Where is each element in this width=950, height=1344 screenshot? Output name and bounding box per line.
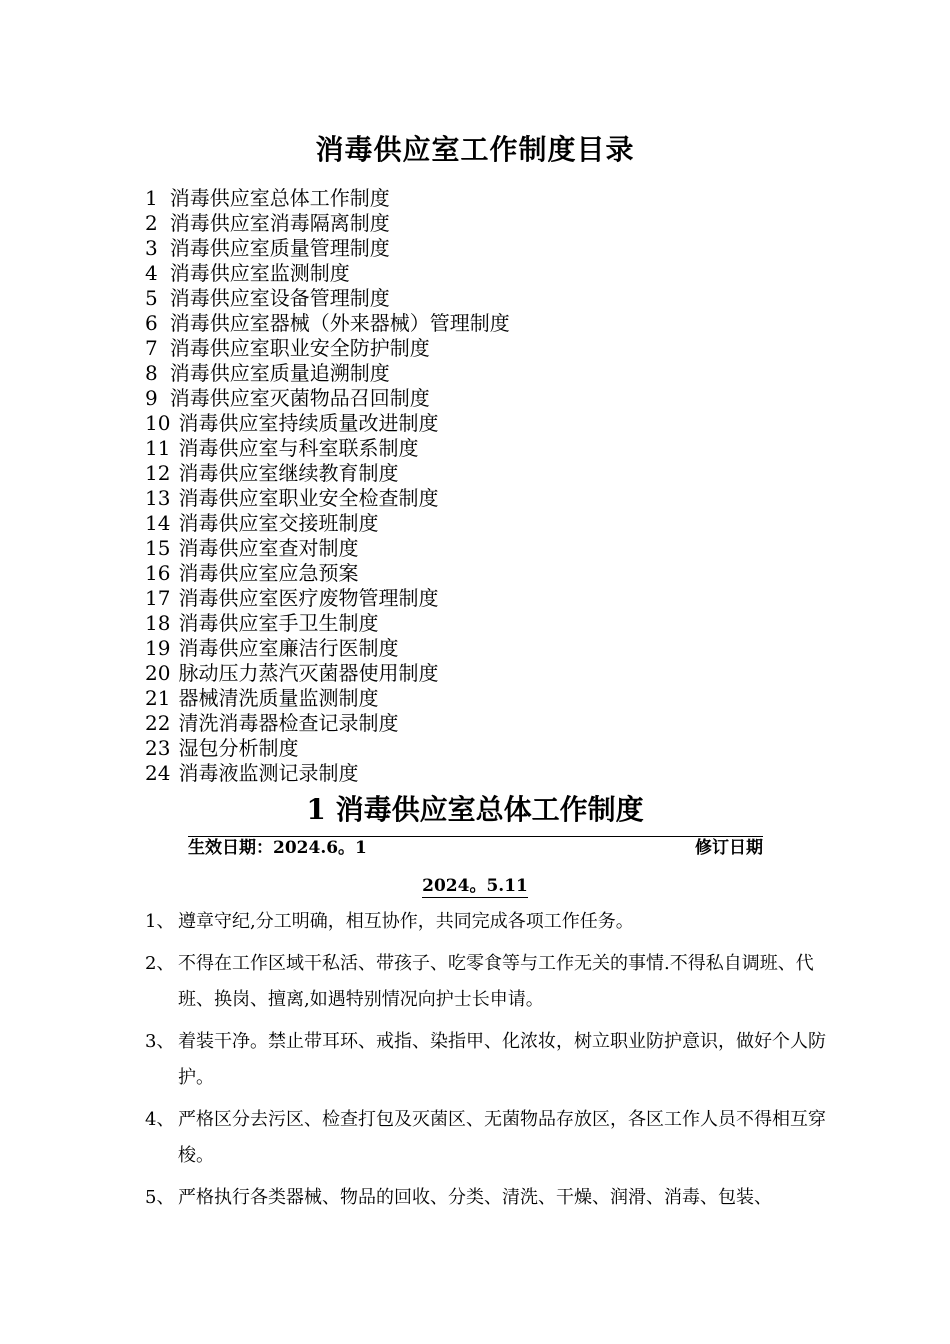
toc-item-label: 消毒供应室手卫生制度 <box>178 611 379 635</box>
toc-item-label: 消毒供应室与科室联系制度 <box>178 436 419 460</box>
rules-list <box>145 904 835 1222</box>
rule-text: 着装干净。禁止带耳环、戒指、染指甲、化浓妆，树立职业防护意识，做好个人防护。 <box>178 1031 826 1088</box>
rule-number: 2、 <box>145 953 175 974</box>
rule-item <box>145 1024 835 1096</box>
toc-item <box>145 261 510 286</box>
toc-item <box>145 661 510 686</box>
toc-item-label: 消毒供应室持续质量改进制度 <box>178 411 439 435</box>
toc-item-number: 5 <box>145 286 158 310</box>
toc-item-label: 消毒供应室设备管理制度 <box>169 286 390 310</box>
toc-item-label: 消毒供应室应急预案 <box>178 561 359 585</box>
toc-item-number: 16 <box>145 561 171 585</box>
toc-item-number: 22 <box>145 711 171 735</box>
toc-item-number: 2 <box>145 211 158 235</box>
toc-item-number: 24 <box>145 761 171 785</box>
rule-item <box>145 904 835 940</box>
toc-item-number: 1 <box>145 186 158 210</box>
revision-label: 修订日期 <box>695 838 763 858</box>
section-title: 1 消毒供应室总体工作制度 <box>306 793 644 826</box>
toc-item-label: 消毒供应室继续教育制度 <box>178 461 399 485</box>
toc-item <box>145 586 510 611</box>
toc-item <box>145 561 510 586</box>
toc-item <box>145 436 510 461</box>
toc-item <box>145 511 510 536</box>
rule-text: 遵章守纪,分工明确，相互协作，共同完成各项工作任务。 <box>178 911 634 932</box>
toc-item-number: 21 <box>145 686 171 710</box>
toc-item <box>145 486 510 511</box>
rule-number: 3、 <box>145 1031 175 1052</box>
toc-item-number: 19 <box>145 636 171 660</box>
toc-item-number: 3 <box>145 236 158 260</box>
toc-item <box>145 711 510 736</box>
document-title: 消毒供应室工作制度目录 <box>315 133 635 166</box>
toc-item <box>145 286 510 311</box>
toc-item-label: 消毒供应室职业安全检查制度 <box>178 486 439 510</box>
toc-item <box>145 736 510 761</box>
toc-item-number: 7 <box>145 336 158 360</box>
table-of-contents <box>145 186 510 786</box>
toc-item-number: 6 <box>145 311 158 335</box>
toc-item-label: 消毒供应室职业安全防护制度 <box>169 336 430 360</box>
toc-item-label: 消毒供应室器械（外来器械）管理制度 <box>169 311 510 335</box>
toc-item-number: 20 <box>145 661 171 685</box>
toc-item-label: 消毒供应室灭菌物品召回制度 <box>169 386 430 410</box>
effective-date-line <box>188 836 763 858</box>
toc-item-number: 18 <box>145 611 171 635</box>
toc-item-label: 清洗消毒器检查记录制度 <box>178 711 399 735</box>
toc-item-number: 23 <box>145 736 171 760</box>
toc-item-number: 10 <box>145 411 171 435</box>
rule-number: 5、 <box>145 1187 175 1208</box>
toc-item-label: 消毒供应室质量管理制度 <box>169 236 390 260</box>
rule-text: 严格区分去污区、检查打包及灭菌区、无菌物品存放区，各区工作人员不得相互穿梭。 <box>178 1109 826 1166</box>
rule-item <box>145 946 835 1018</box>
toc-item-label: 消毒供应室交接班制度 <box>178 511 379 535</box>
rule-item <box>145 1102 835 1174</box>
revision-date-line <box>0 874 950 898</box>
toc-item <box>145 461 510 486</box>
toc-item <box>145 761 510 786</box>
toc-item-label: 消毒供应室质量追溯制度 <box>169 361 390 385</box>
toc-item <box>145 686 510 711</box>
toc-item-number: 12 <box>145 461 171 485</box>
toc-item <box>145 411 510 436</box>
toc-item-label: 湿包分析制度 <box>178 736 299 760</box>
toc-item-label: 消毒供应室监测制度 <box>169 261 350 285</box>
toc-item <box>145 211 510 236</box>
rule-number: 1、 <box>145 911 175 932</box>
toc-item-label: 消毒供应室医疗废物管理制度 <box>178 586 439 610</box>
toc-item <box>145 611 510 636</box>
toc-item-number: 9 <box>145 386 158 410</box>
toc-item-label: 消毒供应室消毒隔离制度 <box>169 211 390 235</box>
toc-item <box>145 311 510 336</box>
toc-item-number: 11 <box>145 436 171 460</box>
toc-item <box>145 236 510 261</box>
rule-text: 严格执行各类器械、物品的回收、分类、清洗、干燥、润滑、消毒、包装、 <box>178 1187 772 1208</box>
toc-item-label: 消毒供应室廉洁行医制度 <box>178 636 399 660</box>
toc-item-number: 13 <box>145 486 171 510</box>
rule-item <box>145 1180 835 1216</box>
toc-item <box>145 386 510 411</box>
toc-item-number: 8 <box>145 361 158 385</box>
toc-item-number: 4 <box>145 261 158 285</box>
effective-date: 生效日期：2024.6。1 <box>188 838 367 858</box>
toc-item-label: 脉动压力蒸汽灭菌器使用制度 <box>178 661 439 685</box>
toc-item-number: 15 <box>145 536 171 560</box>
toc-item-label: 器械清洗质量监测制度 <box>178 686 379 710</box>
rule-text: 不得在工作区域干私活、带孩子、吃零食等与工作无关的事情.不得私自调班、代班、换岗、擅离,如遇特别情况向护士长申请。 <box>178 953 814 1010</box>
toc-item <box>145 361 510 386</box>
toc-item <box>145 186 510 211</box>
toc-item <box>145 336 510 361</box>
revision-date: 2024。5.11 <box>422 876 528 896</box>
toc-item-number: 14 <box>145 511 171 535</box>
toc-item-label: 消毒液监测记录制度 <box>178 761 359 785</box>
toc-item-number: 17 <box>145 586 171 610</box>
toc-item-label: 消毒供应室查对制度 <box>178 536 359 560</box>
toc-item-label: 消毒供应室总体工作制度 <box>169 186 390 210</box>
toc-item <box>145 536 510 561</box>
toc-item <box>145 636 510 661</box>
rule-number: 4、 <box>145 1109 175 1130</box>
